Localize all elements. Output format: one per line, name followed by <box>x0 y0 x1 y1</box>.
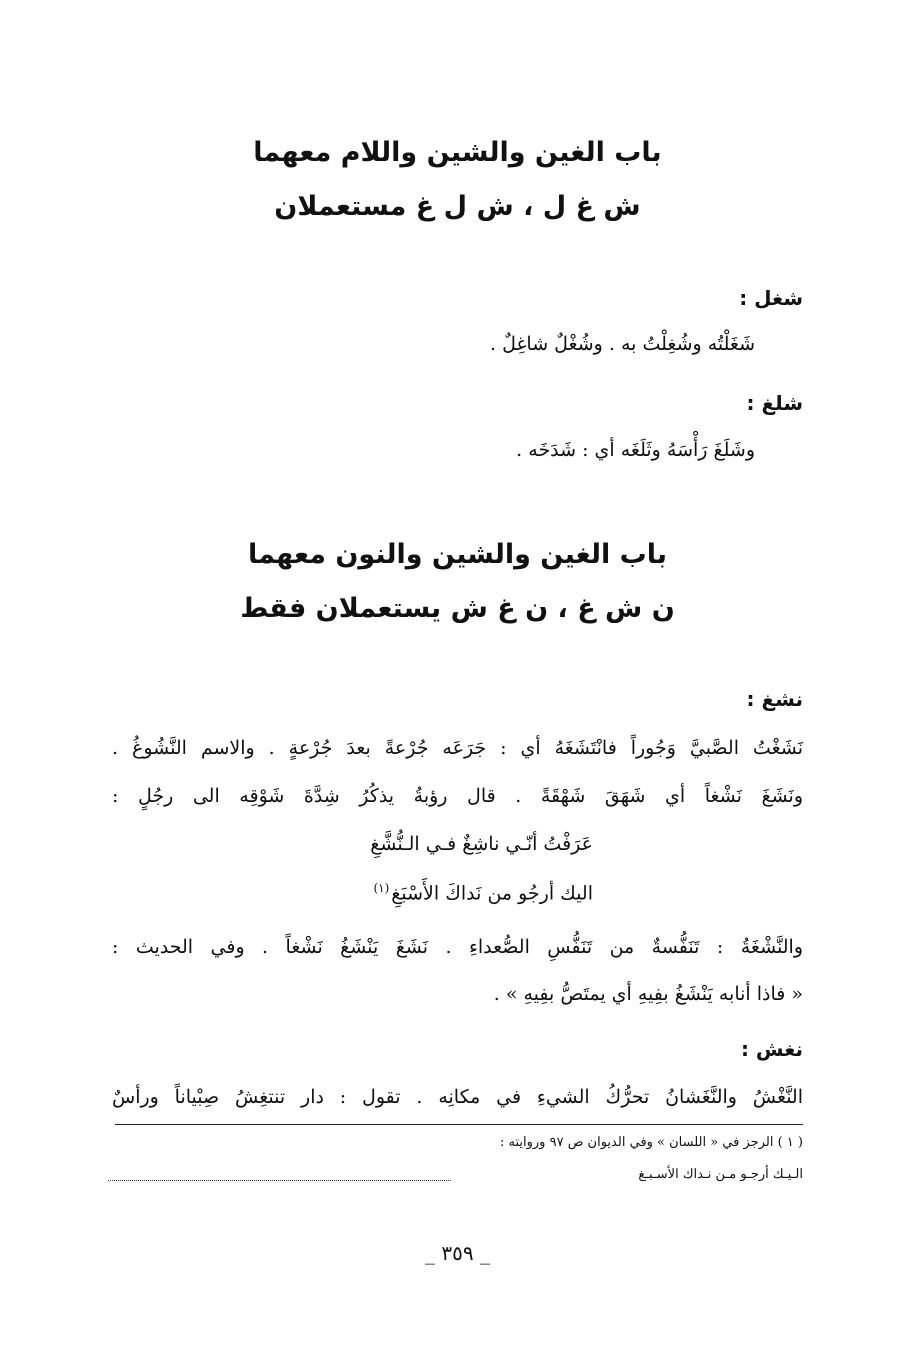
entry-naghsh-line1: النَّغْشُ والنَّغَشانُ تحرُّكُ الشيءِ في مكانِه . تقول : دار تنتغِشُ صِبْياناً ورأسٌ <box>112 1086 803 1108</box>
footnote-text: ( ١ ) الرجز في « اللسان » وفي الديوان ص ٩٧ وروايته : <box>499 1135 803 1150</box>
entry-nashgh-line4: « فاذا أنابه يَنْشَغُ بفِيهِ أي يمتَصُّ بفِيهِ » . <box>493 983 803 1005</box>
entry-nashgh-line2: ونَشَغَ نَشْغاً أي شَهَقَ شَهْقَةً . قال رؤبةُ يذكُرُ شِدَّةَ شَوْقِه الى رجُلٍ : <box>112 785 803 807</box>
footnote-rule <box>115 1124 803 1125</box>
section1-subtitle: ش غ ل ، ش ل غ مستعملان <box>274 191 641 222</box>
entry-label-shaghl: شغل : <box>739 286 803 310</box>
section1-title: باب الغين والشين واللام معهما <box>253 137 662 168</box>
page-number: _ ٣٥٩ _ <box>425 1241 490 1265</box>
footnote-dotted-leader <box>108 1180 451 1181</box>
footnote-marker: (١) <box>373 881 390 895</box>
footnote-verse: الـيـك أرجـو مـن نـداك الأسـبـغ <box>638 1167 803 1182</box>
section2-title: باب الغين والشين والنون معهما <box>247 539 668 570</box>
verse-line-1: عَرَفْتُ أنّـي ناشِغٌ فـي الـنُّشَّغِ <box>370 833 593 855</box>
entry-label-naghsh: نغش : <box>740 1037 803 1061</box>
entry-label-nashgh: نشغ : <box>746 687 803 711</box>
verse-line-2 <box>373 874 593 907</box>
verse-line-2-text: اليك أرجُو من نَداكَ الأَسْبَغِ <box>391 882 593 905</box>
entry-shaghl-line1: شَغَلْتُه وشُغِلْتُ به . وشُغْلٌ شاغِلٌ . <box>490 333 755 355</box>
entry-nashgh-line1: نَشَغْتُ الصَّبيَّ وَجُوراً فانْتَشَغَهُ أي : جَرَعَه جُرْعةً بعدَ جُرْعةٍ . والاسم النَّشُوغُ . <box>112 737 803 759</box>
entry-label-shalgh: شلغ : <box>746 391 803 415</box>
entry-nashgh-line3: والنَّشْغَةُ : تَنَفُّسةٌ من تَنَفُّسِ الصُّعداءِ . نَشَغَ يَنْشَغُ نَشْغاً . وفي الحديث : <box>112 936 803 958</box>
section2-subtitle: ن ش غ ، ن غ ش يستعملان فقط <box>240 593 675 624</box>
entry-shalgh-line1: وشَلَغَ رَأْسَهُ وثَلَغَه أي : شَدَخَه . <box>516 439 755 461</box>
